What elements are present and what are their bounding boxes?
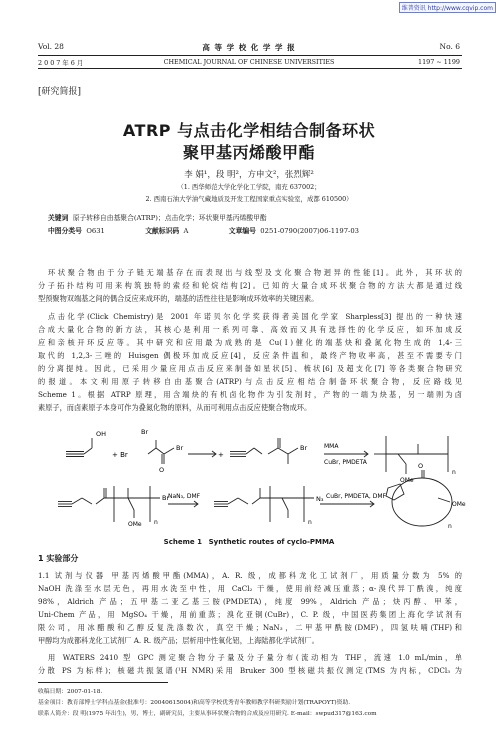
exp-line: 限公司，用冰醋酸和乙醇反复洗涤数次，真空干燥；NaN₃，二甲基甲酰胺(DMF)，四氢呋喃(THF)和 (38, 623, 462, 632)
article-id-value: 0251-0790(2007)06-1197-03 (260, 227, 359, 235)
watermark: 维普资讯 http://www.cqvip.com (399, 2, 496, 13)
exp-line: 用 WATERS 2410 型 GPC 测定聚合物分子量及分子量分布(流动相为 THF，流速 1.0 mL/min，单 (48, 653, 462, 662)
issue-date: 2 0 0 7 年 6 月 (38, 59, 84, 67)
scheme-br-plus: + Br (112, 451, 128, 459)
intro-line: 的分离提纯。因此，已采用少量应用点击反应来制备如星状[5]、梳状[6] 及超支化[7] 等各类聚合物研究 (38, 364, 462, 373)
clc-value: O631 (86, 227, 105, 235)
article-id-label: 文章编号 (228, 227, 256, 235)
scheme-n3: N₃ (316, 495, 324, 503)
intro-line: 素原子，而卤素原子本身可作为叠氮化物的原料，从而可利用点击反应使聚合物成环。 (38, 403, 312, 412)
exp-line: 1.1 试剂与仪器 甲基丙烯酸甲酯(MMA)，A. R. 级，成都科龙化工试剂厂，用质量分数为 5% 的 (38, 571, 462, 580)
clc-label: 中图分类号 (48, 227, 82, 235)
affiliation-2: 2. 西南石油大学油气藏地质及开发工程国家重点实验室，成都 610500） (145, 195, 353, 203)
section-tag: [研究简报] (38, 87, 82, 97)
intro-line: 应和亲核开环反应等。其中研究和应用最为成熟的是 Cu(Ⅰ)催化的端基炔和叠氮化物生成的 1,4-三 (38, 338, 462, 347)
scheme-n-4: n (448, 523, 452, 530)
keywords-label: 关键词 (48, 214, 69, 222)
scheme-br-2: Br (141, 428, 149, 436)
footnote-funding: 基金项目：教育部博士学科点基金(批准号：20040615004)和高等学校优秀青年教师教学科研奖励计划(TRAPOYT)资助. (38, 700, 351, 706)
scheme-arrow3: CuBr, PMDETA, DMF (326, 493, 386, 500)
scheme-ome-3: OMe (452, 501, 466, 508)
intro-line: 环状聚合物由于分子链无端基存在而表现出与线型及支化聚合物迥异的性能[1]。此外，其环状的 (48, 268, 462, 277)
scheme-caption-label: Scheme 1 (163, 538, 202, 546)
paper-title-line2: 聚甲基丙烯酸甲酯 (182, 143, 315, 162)
journal-title-cn: 高 等 学 校 化 学 学 报 (202, 43, 296, 52)
code-label: 文献标识码 (145, 227, 180, 235)
journal-title-en: CHEMICAL JOURNAL OF CHINESE UNIVERSITIES (163, 58, 335, 66)
affiliation-1: （1. 西华师范大学化学化工学院，南充 637002； (177, 183, 321, 191)
scheme-caption (0, 538, 498, 546)
intro-line: Scheme 1。根据 ATRP 原理，用含端炔的有机卤化物作为引发剂时，产物的一端为炔基，另一端则为卤 (38, 390, 462, 399)
intro-line: 合成大量化合物的新方法，其核心是利用一系列可靠、高效而又具有选择性的化学反应，如环加成反 (38, 325, 462, 334)
intro-line: 取代的 1,2,3-三唑的 Huisgen 偶极环加成反应[4]，反应条件温和，最终产物收率高，甚至不需要专门 (38, 351, 462, 360)
header-rule-bottom (38, 68, 462, 69)
scheme-n-2: n (154, 519, 158, 526)
scheme-caption-text: Synthetic routes of cyclo-PMMA (208, 538, 335, 546)
scheme-br-3: Br (162, 494, 170, 502)
keywords (48, 212, 267, 222)
paper-title-line1: ATRP 与点击化学相结合制备环状 (122, 121, 376, 140)
scheme-arrow1-bottom: CuBr, PMDETA (324, 459, 367, 466)
code-value: A (183, 227, 189, 235)
issue-number: No. 6 (439, 42, 460, 51)
scheme-ome-1: OMe (400, 477, 414, 484)
intro-line: 的报道。本文利用原子转移自由基聚合(ATRP)与点击反应相结合制备环状聚合物，反应路线见 (38, 377, 462, 386)
header-rule-top (38, 55, 462, 56)
exp-line: 甲醇均为成都科龙化工试剂厂 A. R. 级产品；层析用中性氧化铝，上海陆都化学试剂厂。 (38, 636, 319, 645)
scheme-oh: OH (96, 430, 107, 438)
authors: 李 娟¹，段 明²，方申文²，张烈辉² (184, 170, 314, 180)
exp-line: 分散 PS 为标样)；核磁共振氢谱(¹H NMR)采用 Bruker 300 型核磁共振仪测定(TMS 为内标，CDCl₃ 为 (38, 666, 462, 675)
scheme-o-1: O (159, 466, 165, 474)
scheme-plus: + (218, 451, 224, 459)
exp-line: Uni-Chem 产品，用 MgSO₄ 干燥，用前重蒸；溴化亚铜(CuBr)，C. P. 级，中国医药集团上海化学试剂有 (38, 610, 462, 619)
scheme-arrow2: NaN₃, DMF (168, 493, 201, 500)
scheme-n-1: n (452, 469, 456, 476)
footnote-received: 收稿日期：2007-01-18. (38, 689, 103, 695)
intro-line: 点击化学(Click Chemistry)是 2001 年诺贝尔化学奖获得者美国化学家 Sharpless[3] 提出的一种快速 (48, 312, 462, 321)
scheme-arrow1-top: MMA (324, 443, 339, 450)
intro-line: 型预聚物双端基之间的偶合反应来成环的，端基的活性往往是影响成环效率的关键因素。 (38, 294, 319, 303)
classification-row (48, 225, 359, 235)
volume-label: Vol. 28 (38, 42, 64, 51)
scheme-1-figure (38, 418, 466, 536)
keywords-text: 原子转移自由基聚合(ATRP)；点击化学；环状聚甲基丙烯酸甲酯 (72, 214, 267, 222)
footnote-contact: 联系人简介：段 明(1975 年出生)，男，博士，副研究员，主要从事环状聚合物的合成及应用研究. E-mail：swpud317@163.com (38, 711, 377, 717)
section-heading: 1 实验部分 (38, 554, 79, 563)
scheme-br-1: Br (176, 444, 184, 452)
scheme-o-2: O (418, 462, 424, 470)
exp-line: 98%，Aldrich 产品；五甲基二亚乙基三胺(PMDETA)，纯度 99%，Aldrich 产品；炔丙醇、甲苯， (38, 597, 462, 606)
page-range: 1197 ~ 1199 (418, 58, 460, 66)
scheme-ome-2: OMe (128, 521, 142, 528)
footnote-rule (38, 682, 168, 683)
intro-line: 分子拓扑结构可用来构筑独特的索烃和轮烷结构[2]。已知的大量合成环状聚合物的方法大都是通过线 (38, 281, 462, 290)
scheme-n-3: n (308, 519, 312, 526)
scheme-br-end: Br (300, 444, 308, 452)
exp-line: NaOH 洗涤至水层无色，再用水洗至中性，用 CaCl₂ 干燥，使用前经减压重蒸；α-溴代异丁酰溴，纯度 (38, 584, 462, 593)
